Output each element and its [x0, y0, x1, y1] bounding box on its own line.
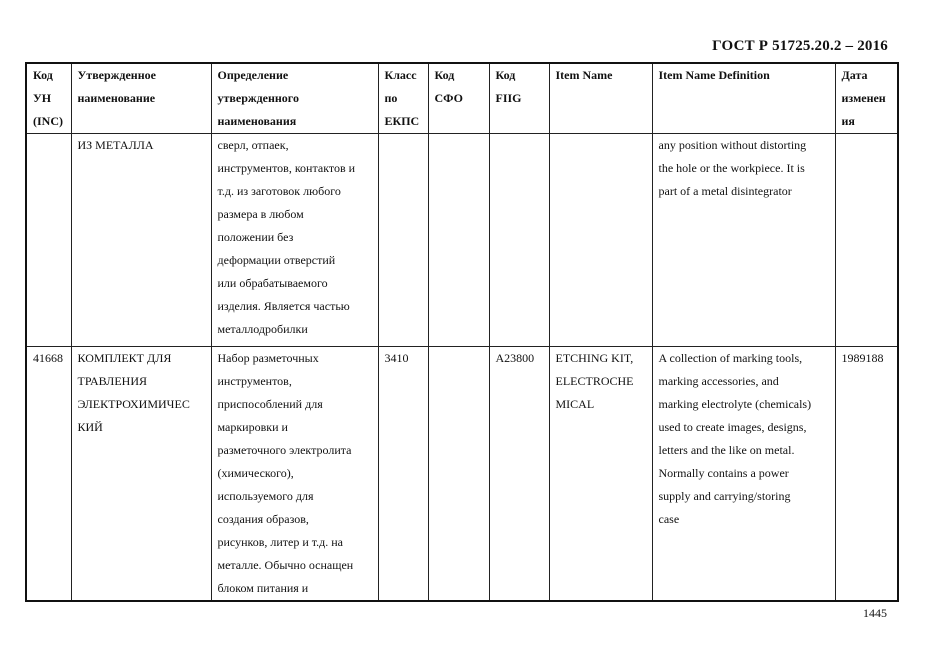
cell-text-line: marking electrolyte (chemicals) [658, 397, 812, 411]
cell-text-line: A23800 [495, 351, 535, 365]
cell-text-line: или обрабатываемого [217, 276, 328, 290]
cell-sfo-code [428, 347, 489, 602]
cell-text-line: ИЗ МЕТАЛЛА [77, 138, 154, 152]
header-line: (INC) [33, 114, 63, 128]
cell-text-line: 1989188 [841, 351, 884, 365]
table-header-row [26, 63, 898, 134]
header-item-name [549, 63, 652, 134]
header-line: СФО [434, 91, 463, 105]
header-line: наименования [217, 114, 297, 128]
cell-text-line: 3410 [384, 351, 409, 365]
cell-text-line: ETCHING KIT, [555, 351, 634, 365]
header-sfo-code [428, 63, 489, 134]
cell-text-line: Normally contains a power [658, 466, 789, 480]
cell-change-date [835, 134, 898, 347]
cell-text-line: supply and carrying/storing [658, 489, 791, 503]
cell-text-line: used to create images, designs, [658, 420, 807, 434]
cell-item-name [549, 347, 652, 602]
header-line: Item Name [555, 68, 613, 82]
header-line: ия [841, 114, 855, 128]
cell-text-line: ELECTROCHE [555, 374, 634, 388]
header-definition [211, 63, 378, 134]
cell-text-line: КИЙ [77, 420, 103, 434]
cell-text-line: положении без [217, 230, 294, 244]
cell-text-line: инструментов, контактов и [217, 161, 356, 175]
header-line: изменен [841, 91, 886, 105]
cell-fiig-code [489, 134, 549, 347]
cell-approved-name [71, 347, 211, 602]
header-line: ЕКПС [384, 114, 420, 128]
nomenclature-table [25, 62, 899, 602]
header-line: Код [434, 68, 455, 82]
cell-text-line: any position without distorting [658, 138, 807, 152]
cell-text-line: металлодробилки [217, 322, 308, 336]
header-inc [26, 63, 71, 134]
header-ekps-class [378, 63, 428, 134]
cell-text-line: металле. Обычно оснащен [217, 558, 354, 572]
cell-definition-ru [211, 347, 378, 602]
cell-text-line: MICAL [555, 397, 595, 411]
cell-text-line: case [658, 512, 680, 526]
cell-text-line: размера в любом [217, 207, 304, 221]
header-line: Определение [217, 68, 289, 82]
cell-text-line: деформации отверстий [217, 253, 336, 267]
cell-text-line: Набор разметочных [217, 351, 319, 365]
cell-text-line: изделия. Является частью [217, 299, 350, 313]
cell-fiig-code [489, 347, 549, 602]
header-line: FIIG [495, 91, 522, 105]
cell-inc [26, 347, 71, 602]
header-line: наименование [77, 91, 156, 105]
cell-text-line: A collection of marking tools, [658, 351, 803, 365]
cell-text-line: letters and the like on metal. [658, 443, 795, 457]
cell-text-line: маркировки и [217, 420, 288, 434]
header-line: Класс [384, 68, 417, 82]
header-line: Дата [841, 68, 868, 82]
header-line: Код [33, 68, 53, 82]
cell-text-line: разметочного электролита [217, 443, 352, 457]
cell-text-line: рисунков, литер и т.д. на [217, 535, 343, 549]
header-line: Утвержденное [77, 68, 156, 82]
page-number: 1445 [863, 606, 887, 620]
cell-text-line: приспособлений для [217, 397, 323, 411]
cell-sfo-code [428, 134, 489, 347]
header-line: Item Name Definition [658, 68, 770, 82]
cell-text-line: the hole or the workpiece. It is [658, 161, 805, 175]
cell-ekps-class [378, 134, 428, 347]
document-standard-title: ГОСТ Р 51725.20.2 – 2016 [712, 38, 888, 54]
cell-definition-ru [211, 134, 378, 347]
cell-item-name [549, 134, 652, 347]
cell-text-line: ЭЛЕКТРОХИМИЧЕС [77, 397, 190, 411]
cell-text-line: 41668 [33, 351, 63, 365]
cell-text-line: используемого для [217, 489, 314, 503]
cell-text-line: (химического), [217, 466, 294, 480]
header-item-definition [652, 63, 835, 134]
cell-ekps-class [378, 347, 428, 602]
cell-text-line: КОМПЛЕКТ ДЛЯ [77, 351, 172, 365]
header-change-date [835, 63, 898, 134]
cell-text-line: инструментов, [217, 374, 292, 388]
header-line: УН [33, 91, 52, 105]
table-row [26, 134, 898, 347]
cell-text-line: создания образов, [217, 512, 309, 526]
header-line: утвержденного [217, 91, 299, 105]
header-approved-name [71, 63, 211, 134]
cell-text-line: marking accessories, and [658, 374, 779, 388]
cell-item-definition [652, 134, 835, 347]
cell-change-date [835, 347, 898, 602]
cell-inc [26, 134, 71, 347]
cell-text-line: part of a metal disintegrator [658, 184, 792, 198]
table-row [26, 347, 898, 602]
cell-text-line: сверл, отпаек, [217, 138, 289, 152]
cell-item-definition [652, 347, 835, 602]
cell-text-line: блоком питания и [217, 581, 309, 595]
header-fiig-code [489, 63, 549, 134]
cell-approved-name [71, 134, 211, 347]
header-line: по [384, 91, 398, 105]
cell-text-line: т.д. из заготовок любого [217, 184, 341, 198]
cell-text-line: ТРАВЛЕНИЯ [77, 374, 147, 388]
header-line: Код [495, 68, 516, 82]
